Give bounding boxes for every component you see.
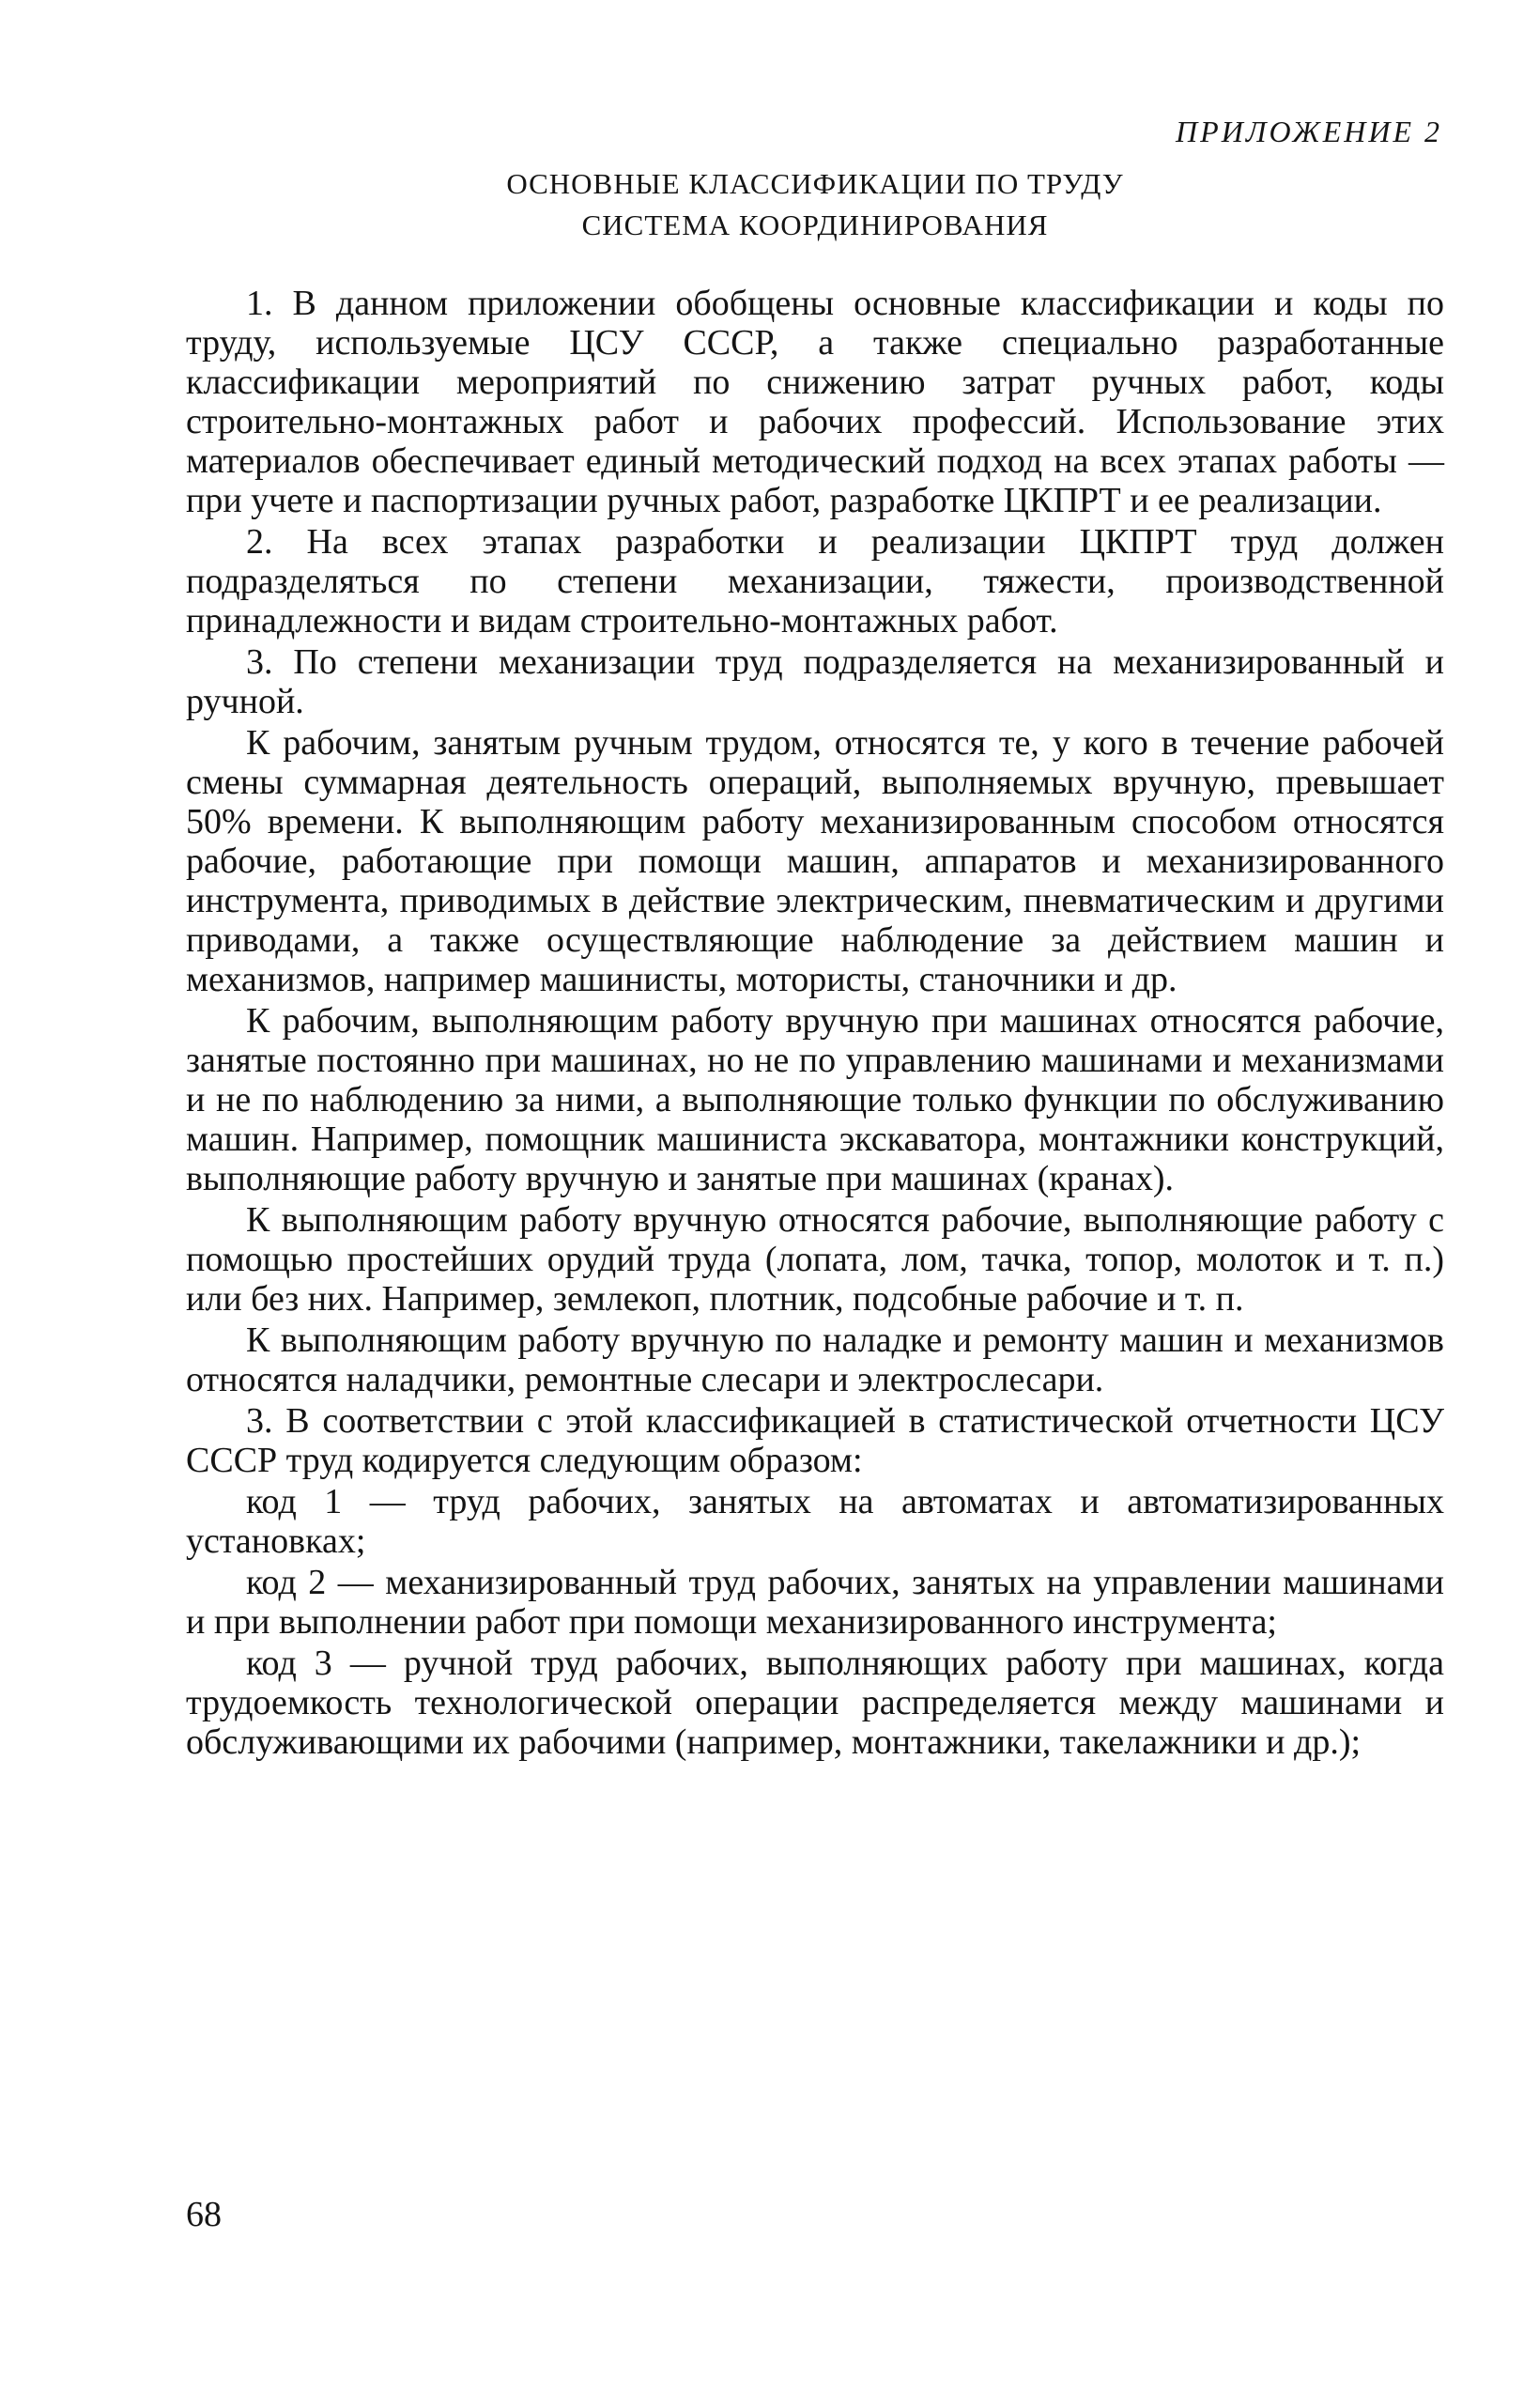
paragraph: К выполняющим работу вручную относятся рабочие, выполняющие работу с помощью простейших орудий труда (лопата, лом, тачка, топор, молоток и т. п.) или без них. Например, землекоп, плотник, подсобные рабочие и т. п.	[186, 1200, 1444, 1319]
paragraph: 3. По степени механизации труд подразделяется на механизированный и ручной.	[186, 642, 1444, 721]
paragraph: 1. В данном приложении обобщены основные классификации и коды по труду, используемые ЦСУ СССР, а также специально разработанные классификации мероприятий по снижению затрат ручных работ, коды строительно-монтажных работ и рабочих профессий. Использование этих материалов обеспечивает единый методический подход на всех этапах работы — при учете и паспортизации ручных работ, разработке ЦКПРТ и ее реализации.	[186, 284, 1444, 520]
paragraph: К выполняющим работу вручную по наладке и ремонту машин и механизмов относятся наладчики, ремонтные слесари и электрослесари.	[186, 1320, 1444, 1399]
section-title: ОСНОВНЫЕ КЛАССИФИКАЦИИ ПО ТРУДУ	[506, 167, 1124, 200]
appendix-label: ПРИЛОЖЕНИЕ 2	[1176, 115, 1442, 148]
paragraph: 3. В соответствии с этой классификацией в статистической отчетности ЦСУ СССР труд кодируется следующим образом:	[186, 1401, 1444, 1480]
paragraph: код 2 — механизированный труд рабочих, занятых на управлении машинами и при выполнении работ при помощи механизированного инструмента;	[186, 1563, 1444, 1642]
paragraph: код 3 — ручной труд рабочих, выполняющих работу при машинах, когда трудоемкость технологической операции распределяется между машинами и обслуживающими их рабочими (например, монтажники, такелажники и др.);	[186, 1644, 1444, 1762]
section-headings	[186, 163, 1444, 246]
paragraph: код 1 — труд рабочих, занятых на автоматах и автоматизированных установках;	[186, 1482, 1444, 1561]
paragraph: 2. На всех этапах разработки и реализации ЦКПРТ труд должен подразделяться по степени механизации, тяжести, производственной принадлежности и видам строительно-монтажных работ.	[186, 522, 1444, 641]
page-number: 68	[186, 2195, 222, 2234]
body-text	[186, 284, 1444, 1762]
paragraph: К рабочим, занятым ручным трудом, относятся те, у кого в течение рабочей смены суммарная деятельность операций, выполняемых вручную, превышает 50% времени. К выполняющим работу механизированным способом относятся рабочие, работающие при помощи машин, аппаратов и механизированного инструмента, приводимых в действие электрическим, пневматическим и другими приводами, а также осуществляющие наблюдение за действием машин и механизмов, например машинисты, мотористы, станочники и др.	[186, 723, 1444, 999]
document-page	[186, 113, 1444, 1764]
section-subtitle: СИСТЕМА КООРДИНИРОВАНИЯ	[581, 208, 1049, 241]
paragraph: К рабочим, выполняющим работу вручную при машинах относятся рабочие, занятые постоянно при машинах, но не по управлению машинами и механизмами и не по наблюдению за ними, а выполняющие только функции по обслуживанию машин. Например, помощник машиниста экскаватора, монтажники конструкций, выполняющие работу вручную и занятые при машинах (кранах).	[186, 1001, 1444, 1198]
